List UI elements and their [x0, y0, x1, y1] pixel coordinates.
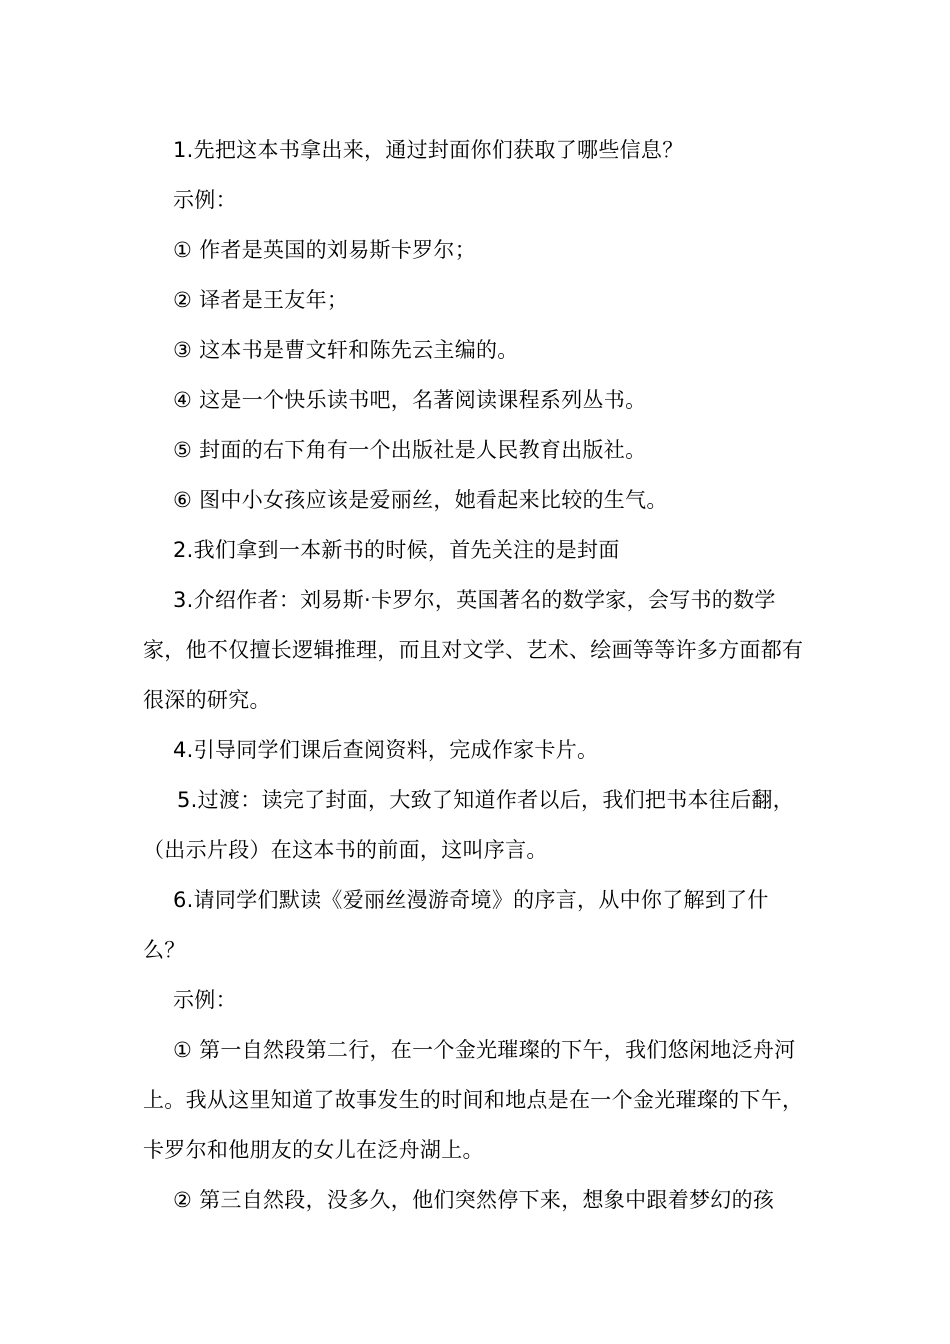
- paragraph-example-item-3: ③ 这本书是曹文轩和陈先云主编的。: [173, 338, 519, 362]
- paragraph-example-item-6: ⑥ 图中小女孩应该是爱丽丝，她看起来比较的生气。: [173, 488, 668, 512]
- paragraph-example-item-4: ④ 这是一个快乐读书吧，名著阅读课程系列丛书。: [173, 388, 647, 412]
- paragraph-point-5: 5.过渡：读完了封面，大致了知道作者以后，我们把书本往后翻，（出示片段）在这本书的前面，这叫序言。: [143, 788, 795, 862]
- paragraph-example-2-item-1: ① 第一自然段第二行，在一个金光璀璨的下午，我们悠闲地泛舟河上。我从这里知道了故事发生的时间和地点是在一个金光璀璨的下午，卡罗尔和他朋友的女儿在泛舟湖上。: [143, 1038, 804, 1162]
- paragraph-example-item-5: ⑤ 封面的右下角有一个出版社是人民教育出版社。: [173, 438, 647, 462]
- paragraph-example-2-item-2: ② 第三自然段，没多久，他们突然停下来，想象中跟着梦幻的孩: [173, 1188, 775, 1212]
- paragraph-example-label: 示例：: [173, 188, 237, 212]
- paragraph-example-item-2: ② 译者是王友年；: [173, 288, 349, 312]
- paragraph-example-label-2: 示例：: [173, 988, 237, 1012]
- paragraph-example-item-1: ① 作者是英国的刘易斯卡罗尔；: [173, 238, 477, 262]
- paragraph-point-4: 4.引导同学们课后查阅资料，完成作家卡片。: [173, 738, 599, 762]
- paragraph-point-2: 2.我们拿到一本新书的时候，首先关注的是封面: [173, 538, 620, 562]
- paragraph-point-6: 6.请同学们默读《爱丽丝漫游奇境》的序言，从中你了解到了什么？: [143, 888, 769, 962]
- paragraph-question-1: 1.先把这本书拿出来，通过封面你们获取了哪些信息？: [173, 138, 684, 162]
- paragraph-point-3: 3.介绍作者：刘易斯·卡罗尔，英国著名的数学家，会写书的数学家，他不仅擅长逻辑推理，而且对文学、艺术、绘画等等许多方面都有很深的研究。: [143, 588, 804, 712]
- document-body: [143, 125, 807, 1225]
